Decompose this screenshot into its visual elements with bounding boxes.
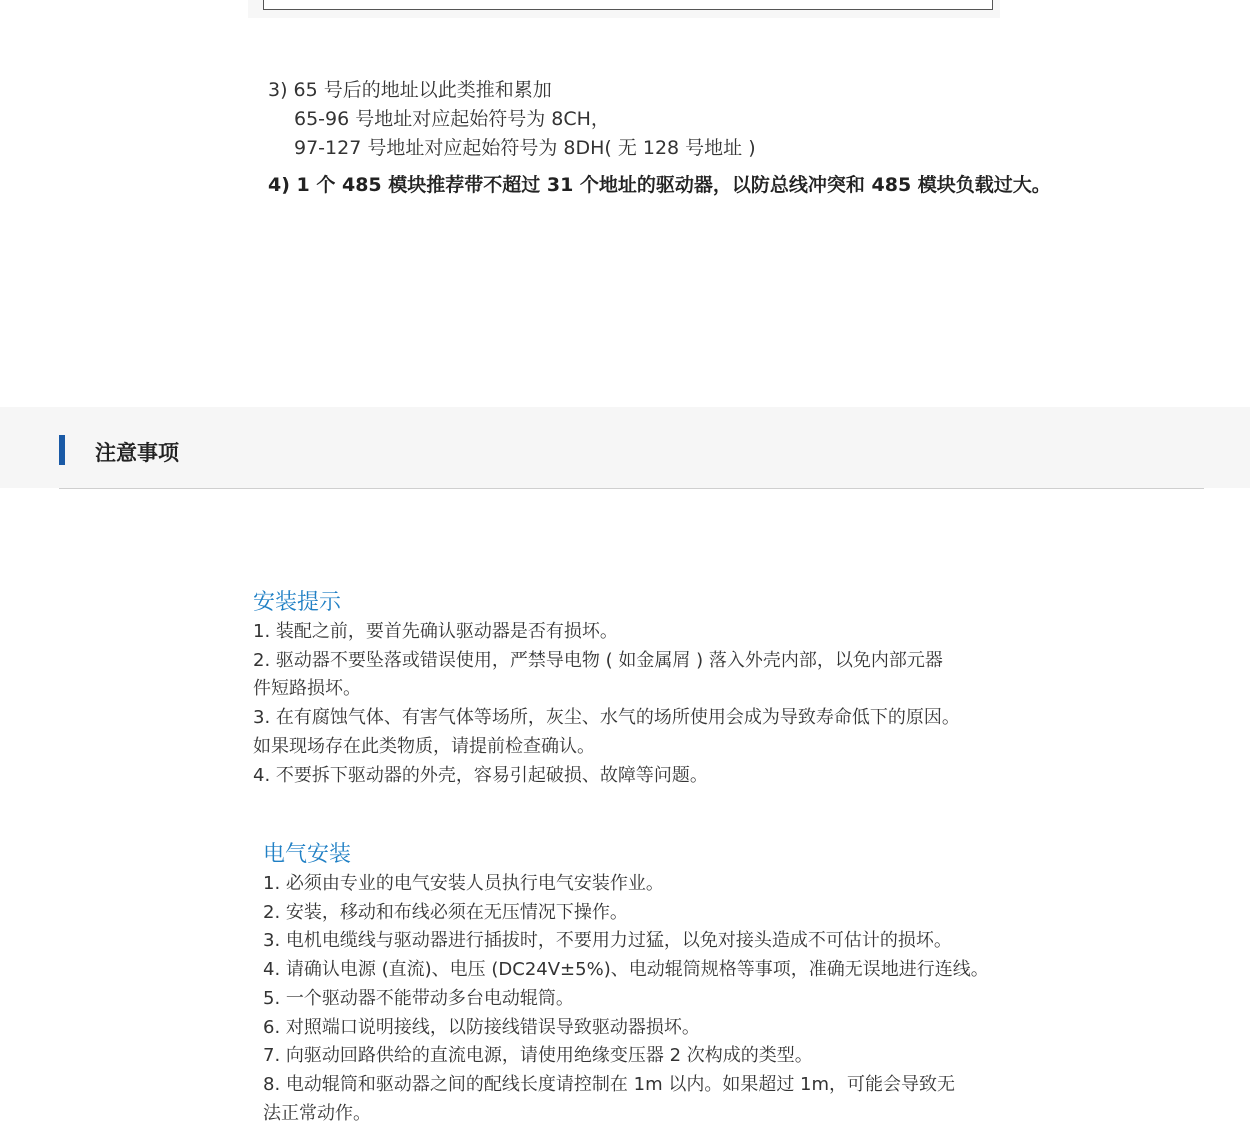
electrical-line: 法正常动作。	[263, 1102, 371, 1124]
note-item-4: 4) 1 个 485 模块推荐带不超过 31 个地址的驱动器，以防总线冲突和 485 模块负载过大。	[268, 174, 1051, 196]
electrical-line: 3. 电机电缆线与驱动器进行插拔时，不要用力过猛，以免对接头造成不可估计的损坏。	[263, 930, 952, 952]
install-tip-line: 4. 不要拆下驱动器的外壳，容易引起破损、故障等问题。	[253, 764, 708, 786]
install-tip-line: 2. 驱动器不要坠落或错误使用，严禁导电物 ( 如金属屑 ) 落入外壳内部，以免内部元器	[253, 649, 943, 671]
note-item-3-sub-2: 97-127 号地址对应起始符号为 8DH( 无 128 号地址 )	[294, 137, 756, 159]
electrical-line: 2. 安装，移动和布线必须在无压情况下操作。	[263, 901, 628, 923]
note-item-3: 3) 65 号后的地址以此类推和累加	[268, 79, 552, 101]
install-tip-line: 如果现场存在此类物质，请提前检查确认。	[253, 735, 595, 757]
install-tips-heading: 安装提示	[253, 590, 342, 615]
electrical-line: 5. 一个驱动器不能带动多台电动辊筒。	[263, 987, 574, 1009]
section-divider	[59, 488, 1204, 489]
electrical-line: 7. 向驱动回路供给的直流电源，请使用绝缘变压器 2 次构成的类型。	[263, 1045, 813, 1067]
install-tip-line: 件短路损坏。	[253, 678, 361, 700]
electrical-line: 1. 必须由专业的电气安装人员执行电气安装作业。	[263, 873, 664, 894]
table-bottom-border	[263, 0, 993, 10]
install-tip-line: 3. 在有腐蚀气体、有害气体等场所，灰尘、水气的场所使用会成为导致寿命低下的原因。	[253, 707, 960, 729]
electrical-install-heading: 电气安装	[263, 842, 352, 867]
electrical-line: 8. 电动辊筒和驱动器之间的配线长度请控制在 1m 以内。如果超过 1m，可能会导致无	[263, 1073, 956, 1095]
electrical-install-block	[263, 840, 1023, 1128]
install-tip-line: 1. 装配之前，要首先确认驱动器是否有损坏。	[253, 621, 618, 642]
electrical-line: 4. 请确认电源 (直流)、电压 (DC24V±5%)、电动辊筒规格等事项，准确无误地进行连线。	[263, 959, 989, 981]
section-accent-bar	[59, 435, 65, 465]
address-notes	[268, 76, 1051, 200]
section-title: 注意事项	[95, 441, 179, 465]
section-header-band	[0, 407, 1250, 488]
electrical-line: 6. 对照端口说明接线，以防接线错误导致驱动器损坏。	[263, 1016, 700, 1038]
note-item-3-sub-1: 65-96 号地址对应起始符号为 8CH，	[294, 108, 610, 130]
install-tips-block	[253, 588, 1013, 790]
